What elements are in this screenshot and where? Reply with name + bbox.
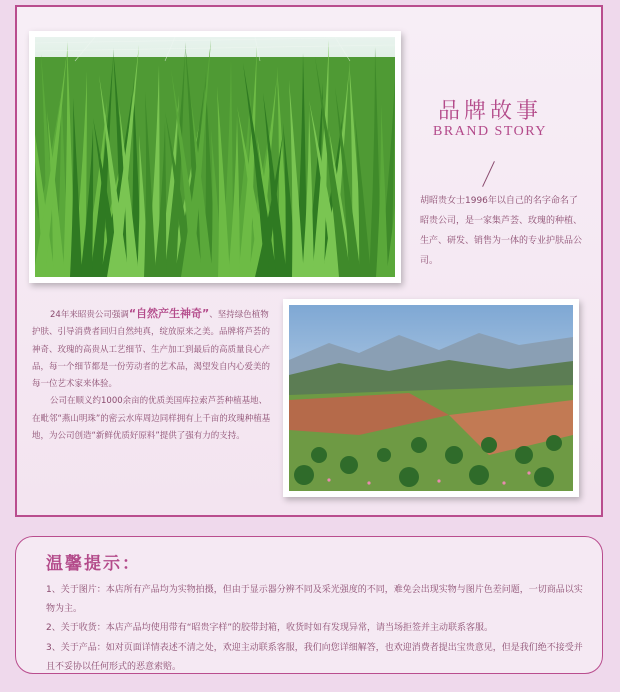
notice-title: 温馨提示： <box>46 554 141 574</box>
notice-item-delivery: 2、关于收货：本店产品均使用带有“昭贵字样”的胶带封箱，收货时如有发现异常，请当场拒签并主动联系客服。 <box>46 623 494 634</box>
aloe-field-illustration <box>35 37 395 277</box>
brand-story-text <box>32 305 272 445</box>
notice-item-product: 3、关于产品：如对页面详情表述不清之处，欢迎主动联系客服，我们向您详细解答，也欢迎消费者提出宝贵意见，但是我们绝不接受并且不妥协以任何形式的恶意索赔。 <box>46 642 583 672</box>
brand-title: 品牌故事 <box>437 99 542 124</box>
notice-item-images: 1、关于图片：本店所有产品均为实物拍摄，但由于显示器分辨不同及采光强度的不同，难免会出现实物与图片色差问题，一切商品以实物为主。 <box>46 585 583 615</box>
story-highlight: “自然产生神奇” <box>128 307 210 320</box>
story-paragraph-2: 公司在顺义约1000余亩的优质美国库拉索芦荟种植基地、在毗邻“燕山明珠”的密云水库周边同样拥有上千亩的玫瑰种植基地，为公司创造“新鲜优质好原料”提供了强有力的支持。 <box>32 396 271 442</box>
farm-landscape-illustration <box>289 305 573 491</box>
notice-panel <box>15 536 603 674</box>
story-paragraph-1 <box>32 305 272 393</box>
story-p1-post: 、坚持绿色植物护肤、引导消费者回归自然纯真，绽放原来之美。品牌将芦荟的神奇、玫瑰的高贵从工艺细节、生产加工到最后的高质量良心产品，每一个细节都是一份劳动者的艺术品，渴望发自内心爱美的每一位艺术家来体验。 <box>32 310 271 390</box>
rose-farm-photo <box>283 299 579 497</box>
brand-description: 胡昭贵女士1996年以自己的名字命名了昭贵公司，是一家集芦荟、玫瑰的种植、生产、研发、销售为一体的专业护肤品公司。 <box>420 196 583 266</box>
aloe-field-photo <box>29 31 401 283</box>
brand-subtitle: BRAND STORY <box>433 124 547 139</box>
story-p1-pre: 24年来昭贵公司强调 <box>50 310 129 320</box>
notice-list <box>46 581 591 677</box>
